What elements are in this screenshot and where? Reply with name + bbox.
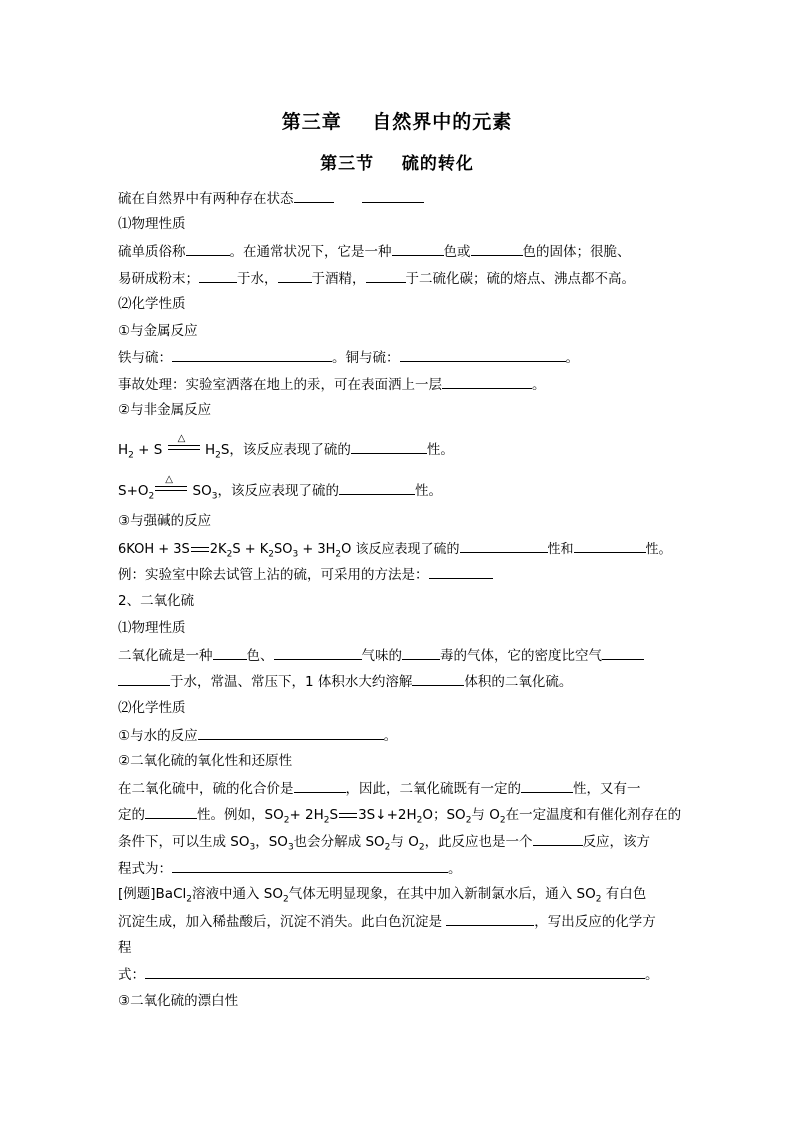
text: 性。 <box>645 542 672 557</box>
text: 。 <box>565 350 579 366</box>
phys-heading: ⑴物理性质 <box>118 216 186 232</box>
text: 气体无明显现象，在其中加入新制氯水后，通入 SO <box>288 886 596 902</box>
text: SO <box>273 542 293 557</box>
heat-triangle-icon: △ <box>177 433 186 444</box>
subscript: 2 <box>226 549 233 560</box>
answer-blank[interactable] <box>339 482 415 495</box>
text: 体积的二氧化硫。 <box>464 674 573 690</box>
equals-sign <box>191 547 209 552</box>
answer-blank[interactable] <box>471 243 523 256</box>
redox-line-4 <box>118 860 462 877</box>
answer-blank[interactable] <box>412 673 464 686</box>
so2-phys-heading: ⑴物理性质 <box>118 620 186 636</box>
text: 性。 <box>426 442 454 458</box>
base-heading: ③与强碱的反应 <box>118 513 212 529</box>
text: S+O <box>118 483 149 499</box>
text: 有白色 <box>601 886 647 902</box>
answer-blank[interactable] <box>362 190 424 203</box>
subscript: 3 <box>287 842 294 853</box>
text: 程式为： <box>118 861 172 877</box>
answer-blank[interactable] <box>521 780 573 793</box>
text: 于酒精， <box>311 271 366 287</box>
text: 毒的气体，它的密度比空气 <box>440 648 602 664</box>
answer-blank[interactable] <box>429 566 493 579</box>
text: 沉淀生成，加入稀盐酸后，沉淀不消失。此白色沉淀是 <box>118 914 447 930</box>
equals-sign <box>339 813 357 818</box>
answer-blank[interactable] <box>460 540 548 553</box>
text: 于水，常温、常压下，1 体积水大约溶解 <box>170 674 413 690</box>
text: 事故处理：实验室洒落在地上的汞，可在表面洒上一层 <box>118 377 442 393</box>
subscript: 2 <box>335 549 342 560</box>
answer-blank[interactable] <box>118 673 170 686</box>
subscript: 2 <box>282 894 289 905</box>
text: 条件下，可以生成 SO <box>118 834 250 850</box>
text: ，该反应表现了硫的 <box>217 483 339 499</box>
subscript: 2 <box>128 450 134 461</box>
subscript: 3 <box>249 842 256 853</box>
subscript: 2 <box>186 894 192 905</box>
answer-blank[interactable] <box>172 860 448 873</box>
answer-blank[interactable] <box>294 780 346 793</box>
text: S + K <box>232 542 269 557</box>
text: 2K <box>209 542 227 557</box>
example-2-line-2 <box>118 913 656 930</box>
text: ①与水的反应 <box>118 728 198 744</box>
water-reaction-line <box>118 727 397 744</box>
text: 于二硫化碳；硫的熔点、沸点都不高。 <box>405 271 635 287</box>
answer-blank[interactable] <box>446 913 534 926</box>
answer-blank[interactable] <box>574 540 646 553</box>
text: O；SO <box>422 807 466 823</box>
so2-phys-line-2 <box>118 673 572 690</box>
metal-heading: ①与金属反应 <box>118 323 198 339</box>
text: 。在通常状况下，它是一种 <box>229 244 392 260</box>
example-2-line-4 <box>118 966 659 983</box>
text: 色的固体；很脆、 <box>522 244 631 260</box>
nonmetal-heading: ②与非金属反应 <box>118 402 212 418</box>
text: 于水， <box>237 271 278 287</box>
answer-blank[interactable] <box>198 727 384 740</box>
text: 性。例如，SO <box>197 807 284 823</box>
subscript: 2 <box>418 842 425 853</box>
text: 性，又有一 <box>573 781 641 797</box>
text: ，因此，二氧化硫既有一定的 <box>345 781 521 797</box>
answer-blank[interactable] <box>274 647 362 660</box>
text: ，SO <box>255 834 288 850</box>
subscript: 2 <box>595 894 602 905</box>
text: 气味的 <box>361 648 402 664</box>
text: 色或 <box>443 244 471 260</box>
answer-blank[interactable] <box>294 190 334 203</box>
heat-triangle-icon: △ <box>165 474 173 485</box>
h2s-equation <box>118 433 454 461</box>
answer-blank[interactable] <box>278 270 312 283</box>
koh-equation <box>118 540 672 558</box>
text: 定的 <box>118 807 145 823</box>
answer-blank[interactable] <box>400 349 566 362</box>
bleach-heading: ③二氧化硫的漂白性 <box>118 993 239 1009</box>
intro-line <box>118 190 424 207</box>
answer-blank[interactable] <box>602 647 644 660</box>
answer-blank[interactable] <box>392 243 444 256</box>
text: 。铜与硫： <box>332 350 400 366</box>
so3-equation <box>118 474 442 502</box>
so2-phys-line-1 <box>118 647 644 664</box>
subscript: 3 <box>292 549 299 560</box>
text: H <box>200 442 216 458</box>
subscript: 2 <box>283 815 290 826</box>
text: 也会分解成 SO <box>293 834 385 850</box>
text: 在一定温度和有催化剂存在的 <box>505 807 682 823</box>
text: 与 O <box>390 834 419 850</box>
answer-blank[interactable] <box>186 243 230 256</box>
answer-blank[interactable] <box>533 833 583 846</box>
text: 。 <box>532 377 546 393</box>
subscript: 2 <box>148 491 155 502</box>
text: [例题]BaCl <box>118 886 187 902</box>
chapter-title: 第三章 自然界中的元素 <box>281 111 513 133</box>
text: + 3H <box>298 542 336 557</box>
text: 色、 <box>246 648 274 664</box>
so2-chem-heading: ⑵化学性质 <box>118 700 186 716</box>
subscript: 2 <box>323 815 330 826</box>
example-2-line-3: 程 <box>118 940 132 956</box>
text: S <box>329 807 339 823</box>
text: 性和 <box>547 542 574 557</box>
so2-heading: 2、二氧化硫 <box>118 593 195 609</box>
text: 性。 <box>414 483 442 499</box>
text: + S <box>133 442 163 458</box>
text: 。 <box>383 728 398 744</box>
subscript: 2 <box>416 815 423 826</box>
answer-blank[interactable] <box>442 376 532 389</box>
accident-line <box>118 376 546 393</box>
subscript: 2 <box>384 842 391 853</box>
text: 溶液中通入 SO <box>191 886 283 902</box>
phys-line-1 <box>118 243 631 260</box>
heat-equals-sign <box>154 474 188 495</box>
intro-text: 硫在自然界中有两种存在状态 <box>118 191 294 207</box>
heat-equals-sign <box>167 433 201 454</box>
text: O 该反应表现了硫的 <box>341 542 460 557</box>
text: 反应，该方 <box>582 834 651 850</box>
text: + 2H <box>289 807 324 823</box>
text: 。 <box>645 967 659 983</box>
text: H <box>118 442 129 458</box>
answer-blank[interactable] <box>366 270 406 283</box>
answer-blank[interactable] <box>145 966 645 979</box>
text: S，该反应表现了硫的 <box>220 442 351 458</box>
text: 式： <box>118 967 145 983</box>
text: 在二氧化硫中，硫的化合价是 <box>118 781 294 797</box>
redox-line-2 <box>118 806 682 826</box>
answer-blank[interactable] <box>199 270 237 283</box>
redox-line-1 <box>118 780 641 797</box>
subscript: 2 <box>215 450 221 461</box>
answer-blank[interactable] <box>351 441 427 454</box>
fe-cu-line <box>118 349 579 366</box>
text: 6KOH + 3S <box>118 542 190 557</box>
text: ，写出反应的化学方 <box>534 914 656 930</box>
text: 。 <box>448 861 462 877</box>
text: 3S↓+2H <box>358 807 417 823</box>
answer-blank[interactable] <box>402 647 440 660</box>
chem-heading: ⑵化学性质 <box>118 296 186 312</box>
text: SO <box>188 483 212 499</box>
answer-blank[interactable] <box>213 647 247 660</box>
text: 二氧化硫是一种 <box>118 648 213 664</box>
answer-blank[interactable] <box>172 349 332 362</box>
subscript: 2 <box>499 815 506 826</box>
subscript: 2 <box>268 549 274 560</box>
redox-heading: ②二氧化硫的氧化性和还原性 <box>118 753 293 769</box>
section-title: 第三节 硫的转化 <box>320 154 474 174</box>
phys-line-2 <box>118 270 635 287</box>
text: 铁与硫： <box>118 350 172 366</box>
redox-line-3 <box>118 833 651 853</box>
text: 与 O <box>471 807 500 823</box>
subscript: 2 <box>465 815 472 826</box>
text: 易研成粉末； <box>118 271 199 287</box>
text: 硫单质俗称 <box>118 244 186 260</box>
text: 例：实验室中除去试管上沾的硫，可采用的方法是： <box>118 567 429 583</box>
answer-blank[interactable] <box>145 806 197 819</box>
example-1-line <box>118 566 493 583</box>
text: ，此反应也是一个 <box>424 834 533 850</box>
example-2-line-1 <box>118 886 647 905</box>
subscript: 3 <box>211 491 218 502</box>
